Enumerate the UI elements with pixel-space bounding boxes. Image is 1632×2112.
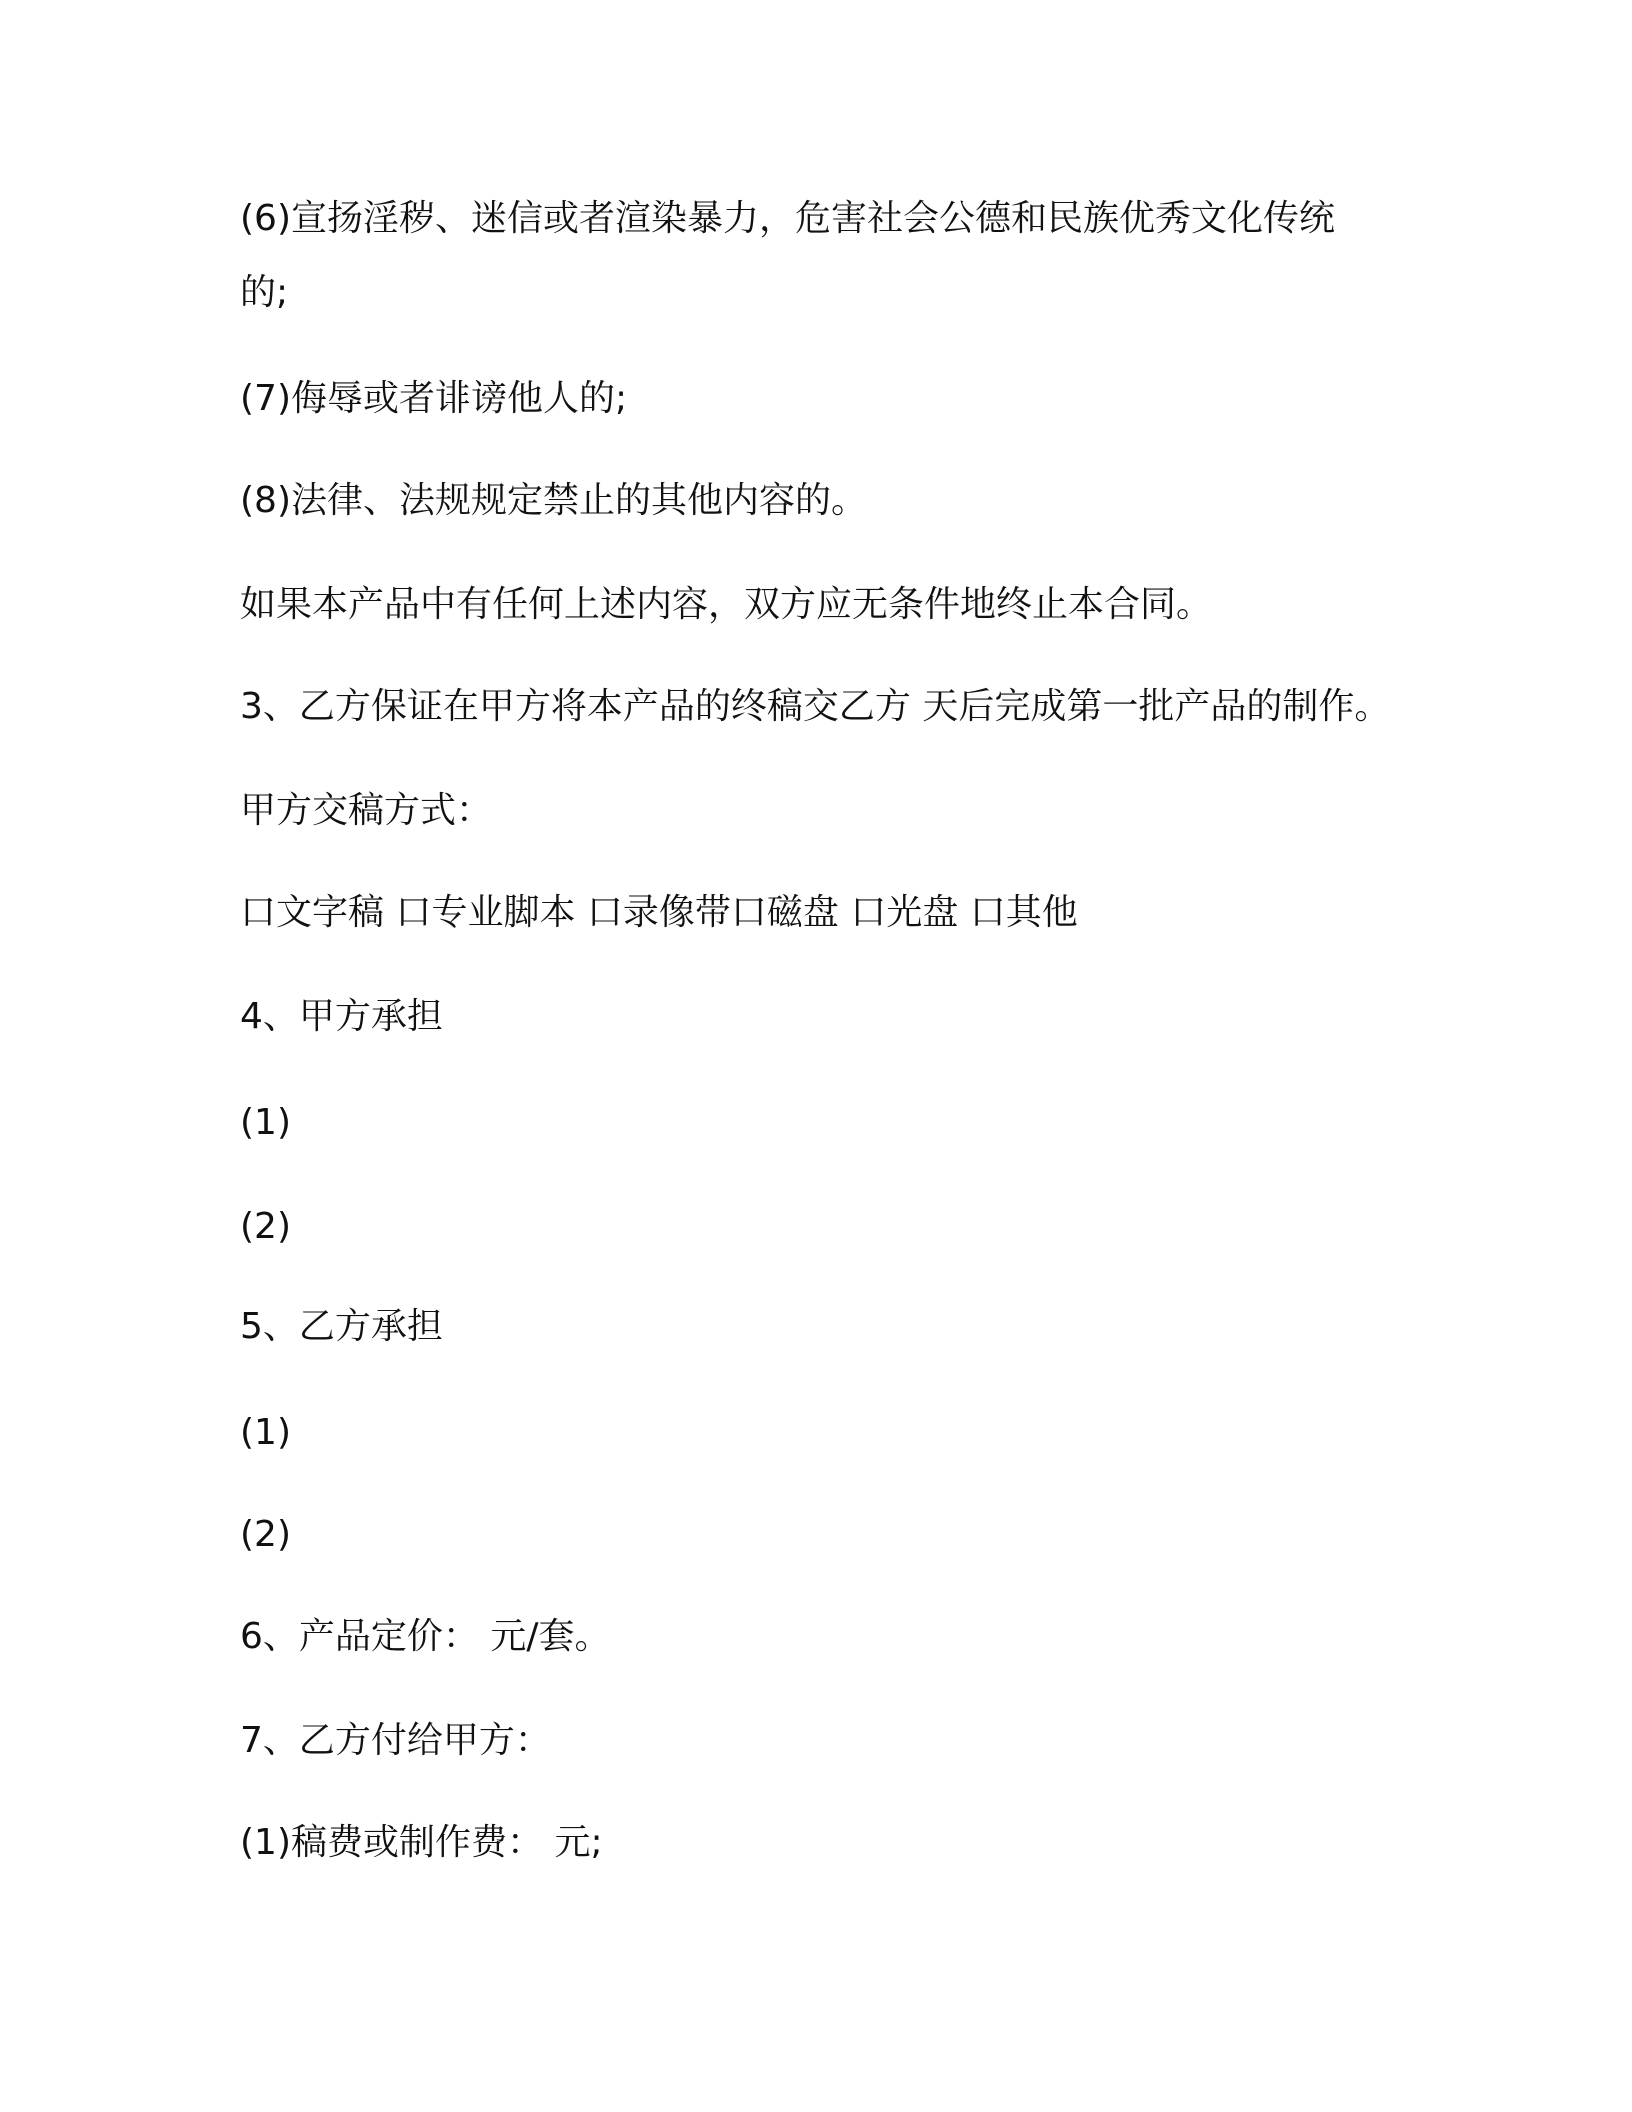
clause-6-continuation: 的;: [240, 272, 289, 313]
clause-8-text: (8)法律、法规规定禁止的其他内容的。: [240, 480, 867, 521]
termination-paragraph: 如果本产品中有任何上述内容，双方应无条件地终止本合同。: [240, 584, 1213, 625]
section-5-heading: 5、乙方承担: [240, 1306, 443, 1347]
section-7-item-1: (1)稿费或制作费： 元;: [240, 1822, 603, 1863]
section-7-heading: 7、乙方付给甲方：: [240, 1720, 551, 1761]
section-5-item-2: (2): [240, 1514, 291, 1555]
clause-6-text: (6)宣扬淫秽、迷信或者渲染暴力，危害社会公德和民族优秀文化传统: [240, 198, 1335, 239]
section-4-item-1: (1): [240, 1102, 291, 1143]
submission-options: 口文字稿 口专业脚本 口录像带口磁盘 口光盘 口其他: [240, 892, 1078, 933]
section-3-text: 3、乙方保证在甲方将本产品的终稿交乙方 天后完成第一批产品的制作。: [240, 686, 1391, 727]
submission-method-heading: 甲方交稿方式：: [240, 790, 493, 831]
section-5-item-1: (1): [240, 1412, 291, 1453]
section-4-item-2: (2): [240, 1206, 291, 1247]
section-4-heading: 4、甲方承担: [240, 996, 443, 1037]
section-6-pricing: 6、产品定价： 元/套。: [240, 1616, 611, 1657]
clause-7-text: (7)侮辱或者诽谤他人的;: [240, 378, 628, 419]
